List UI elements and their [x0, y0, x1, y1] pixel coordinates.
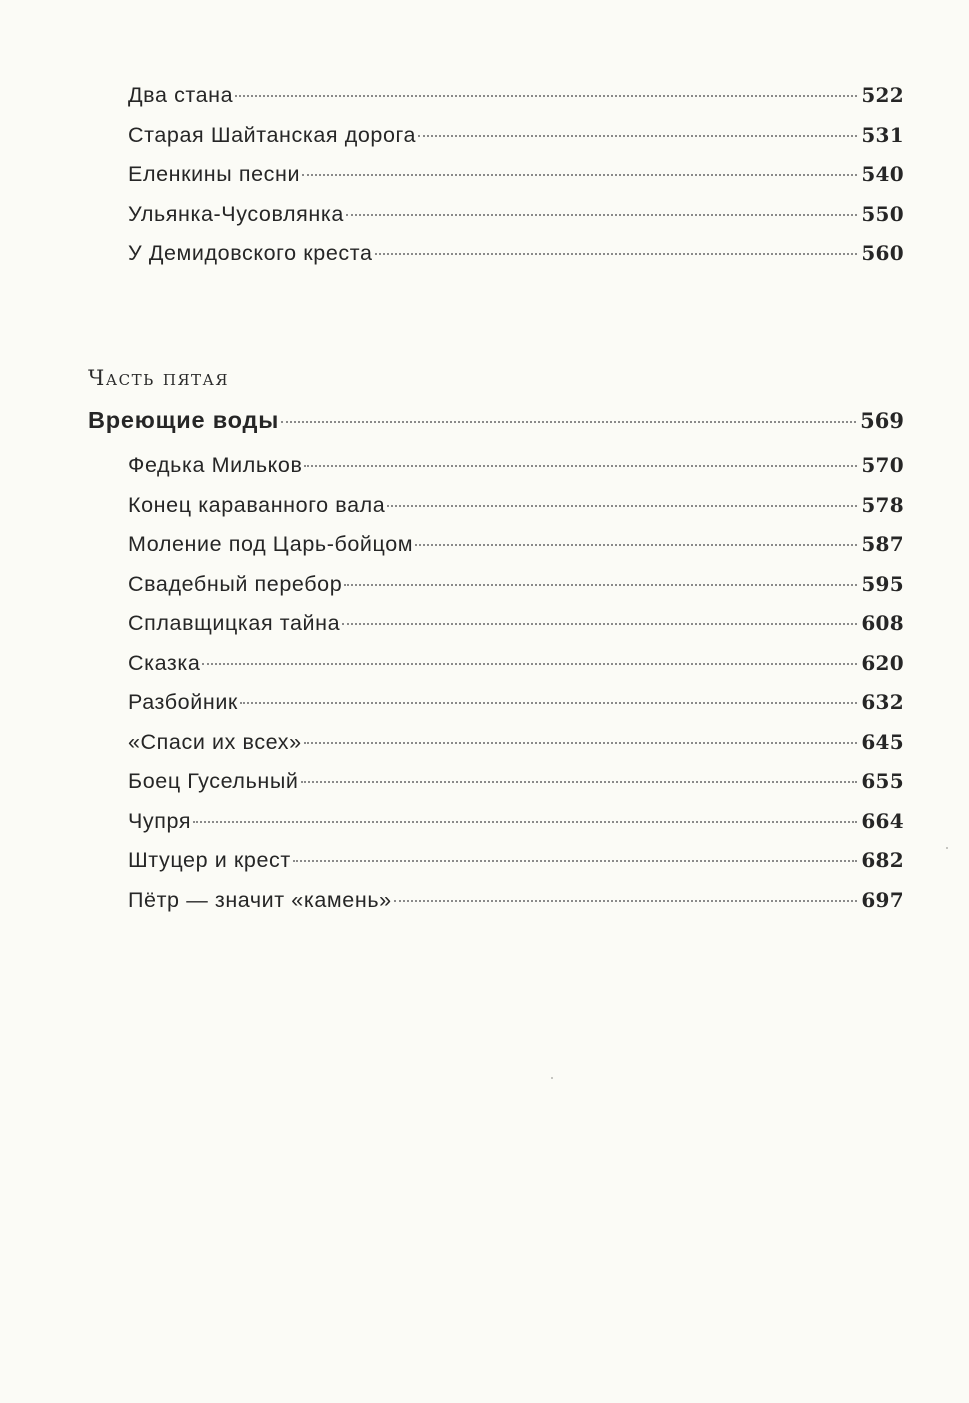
toc-entry[interactable] [128, 683, 904, 723]
dot-leader [394, 900, 858, 902]
toc-entry[interactable] [128, 116, 904, 156]
toc-entry-page: 608 [861, 611, 904, 635]
dot-leader [193, 821, 857, 823]
toc-entry-title: Боец Гусельный [128, 769, 299, 793]
toc-entry-page: 632 [861, 690, 904, 714]
toc-entry-title: Сплавщицкая тайна [128, 611, 341, 635]
toc-entry[interactable] [128, 76, 904, 116]
toc-entry[interactable] [128, 486, 904, 526]
paper-speck [946, 847, 948, 849]
dot-leader [293, 860, 858, 862]
toc-entry[interactable] [128, 446, 904, 486]
toc-entry-page: 570 [861, 453, 904, 477]
toc-entry-title: Старая Шайтанская дорога [128, 122, 417, 147]
toc-entry[interactable] [128, 802, 904, 842]
part-title: Вреющие воды [88, 407, 280, 433]
toc-entry-title: Конец караванного вала [128, 492, 386, 517]
toc-entry-title: Моление под Царь-бойцом [128, 532, 414, 556]
toc-entry-page: 697 [861, 887, 904, 912]
toc-entry-page: 664 [861, 808, 904, 833]
dot-leader [342, 623, 857, 625]
toc-entry-page: 655 [861, 769, 904, 793]
toc-entry[interactable] [128, 644, 904, 684]
toc-entry-title: Разбойник [128, 690, 238, 714]
toc-entry-page: 682 [861, 848, 904, 872]
dot-leader [281, 421, 856, 423]
toc-entry-page: 540 [861, 162, 904, 186]
toc-entry-title: Два стана [128, 83, 234, 107]
toc-entry-page: 578 [861, 492, 904, 517]
dot-leader [235, 95, 857, 97]
toc-entry-page: 587 [861, 532, 904, 556]
toc-entry[interactable] [128, 234, 904, 274]
dot-leader [375, 253, 858, 255]
toc-entry-page: 531 [861, 122, 904, 147]
dot-leader [346, 214, 857, 216]
dot-leader [415, 544, 857, 546]
dot-leader [301, 781, 858, 783]
dot-leader [202, 663, 857, 665]
dot-leader [418, 135, 857, 137]
toc-entry-title: У Демидовского креста [128, 241, 373, 265]
toc-entry-page: 522 [861, 83, 904, 107]
toc-entry-title: Чупря [128, 808, 192, 833]
toc-entry[interactable] [128, 155, 904, 195]
toc-entry-page: 560 [861, 241, 904, 265]
toc-entry-page: 550 [861, 201, 904, 226]
toc-entry[interactable] [128, 604, 904, 644]
toc-entry-page: 595 [861, 571, 904, 596]
toc-entry-title: Еленкины песни [128, 162, 301, 186]
toc-entry[interactable] [128, 841, 904, 881]
toc-entry[interactable] [128, 195, 904, 235]
toc-entry-title: «Спаси их всех» [128, 729, 302, 754]
toc-entry-title: Ульянка-Чусовлянка [128, 201, 344, 226]
paper-speck [551, 1077, 553, 1079]
dot-leader [387, 505, 857, 507]
part-label: Часть пятая [88, 366, 230, 390]
toc-list-bottom [128, 446, 904, 920]
toc-entry-title: Федька Мильков [128, 453, 303, 477]
dot-leader [304, 742, 858, 744]
toc-list-top [128, 76, 904, 274]
part-page: 569 [860, 408, 904, 433]
dot-leader [240, 702, 857, 704]
toc-entry-page: 645 [861, 729, 904, 754]
toc-entry[interactable] [128, 762, 904, 802]
toc-entry-title: Штуцер и крест [128, 848, 291, 872]
dot-leader [344, 584, 857, 586]
part-heading[interactable] [88, 400, 904, 440]
toc-entry-page: 620 [861, 650, 904, 675]
toc-entry[interactable] [128, 565, 904, 605]
toc-entry-title: Сказка [128, 650, 201, 675]
toc-entry-title: Пётр — значит «камень» [128, 887, 392, 912]
dot-leader [304, 465, 857, 467]
toc-entry[interactable] [128, 723, 904, 763]
toc-entry[interactable] [128, 525, 904, 565]
dot-leader [302, 174, 857, 176]
toc-entry[interactable] [128, 881, 904, 921]
toc-entry-title: Свадебный перебор [128, 571, 343, 596]
